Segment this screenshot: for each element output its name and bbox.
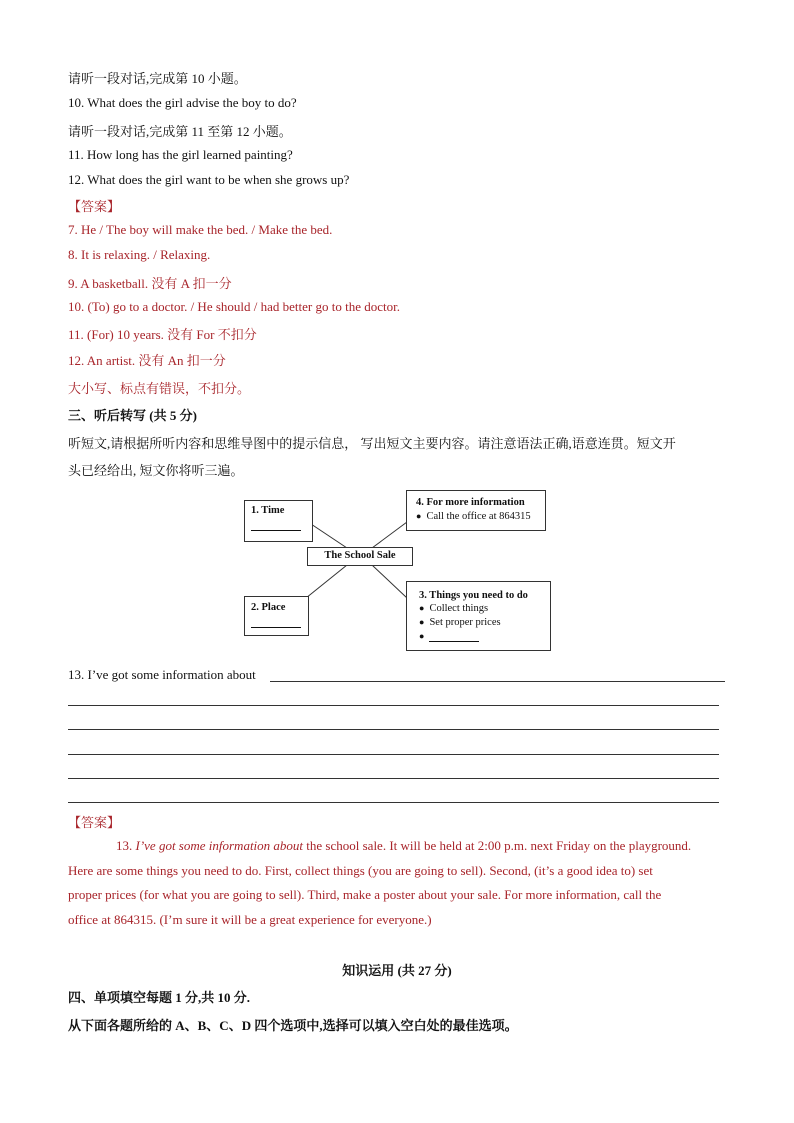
mindmap-box-place [244,596,309,636]
mindmap-box-things-to-do [406,581,551,651]
mindmap-things-text-1: Collect things [429,603,489,614]
answer-10: 10. (To) go to a doctor. / He should / had better go to the doctor. [68,299,400,314]
question-12: 12. What does the girl want to be when she grows up? [68,172,350,187]
answer-line[interactable] [68,754,719,755]
mindmap-center [307,547,413,566]
answer-line[interactable] [68,729,719,730]
answer-line[interactable] [68,705,719,706]
q13-model-answer [68,834,728,932]
answer-line[interactable] [68,802,719,803]
section4-title: 四、单项填空每题 1 分,共 10 分. [68,990,251,1005]
instruction-q11-12: 请听一段对话,完成第 11 至第 12 小题。 [68,124,292,139]
mindmap-things-item-2 [419,617,501,628]
mindmap-things-item-3 [419,631,479,642]
question-10: 10. What does the girl advise the boy to do? [68,95,297,110]
q13-answer-line-1 [68,834,728,859]
mindmap-place-blank [251,614,301,628]
mindmap-box-time [244,500,313,542]
part-title: 知识运用 (共 27 分) [342,963,452,978]
q13-answer-rest: the school sale. It will be held at 2:00 p.m. next Friday on the playground. [303,838,692,853]
q13-answer-first-line[interactable] [270,681,725,682]
q13-answer-number: 13. [116,838,136,853]
answer-tag-2: 【答案】 [68,815,121,830]
mindmap-place-label: 2. Place [251,602,286,613]
mindmap-time-label: 1. Time [251,505,285,516]
answer-7: 7. He / The boy will make the bed. / Make the bed. [68,222,333,237]
section3-instruction-2: 头已经给出, 短文你将听三遍。 [68,463,244,478]
mindmap-things-blank [429,633,479,642]
q13-answer-lead: I’ve got some information about [135,838,304,853]
answer-8: 8. It is relaxing. / Relaxing. [68,247,211,262]
answer-12: 12. An artist. 没有 An 扣一分 [68,353,226,368]
mindmap-more-info-title: 4. For more information [416,497,525,508]
mindmap-box-more-info [406,490,546,531]
q13-answer-line-3: proper prices (for what you are going to sell). Third, make a poster about your sale. For more information, call the [68,887,662,902]
answer-line[interactable] [68,778,719,779]
question-13-prompt: 13. I’ve got some information about [68,667,256,682]
q13-answer-line-4: office at 864315. (I’m sure it will be a great experience for everyone.) [68,911,432,927]
mindmap-center-label: The School Sale [324,550,396,561]
answer-tag: 【答案】 [68,199,121,214]
instruction-q10: 请听一段对话,完成第 10 小题。 [68,71,247,86]
section3-title: 三、听后转写 (共 5 分) [68,408,197,423]
mindmap-things-title: 3. Things you need to do [419,590,528,601]
mindmap-time-blank [251,517,301,531]
mindmap-things-item-1 [419,603,488,614]
mindmap-things-text-2: Set proper prices [429,617,501,628]
mindmap-more-info-text: Call the office at 864315 [426,511,531,522]
section3-instruction-1: 听短文,请根据所听内容和思维导图中的提示信息， 写出短文主要内容。请注意语法正确,语意连贯。短文开 [68,436,676,451]
section4-instruction: 从下面各题所给的 A、B、C、D 四个选项中,选择可以填入空白处的最佳选项。 [68,1018,518,1033]
question-11: 11. How long has the girl learned painting? [68,147,293,162]
answer-note: 大小写、标点有错误，不扣分。 [68,381,251,396]
mindmap-more-info-item [416,511,531,522]
answer-9: 9. A basketball. 没有 A 扣一分 [68,276,232,291]
answer-11: 11. (For) 10 years. 没有 For 不扣分 [68,327,257,342]
q13-answer-line-2: Here are some things you need to do. First, collect things (you are going to sell). Second, (it’s a good idea to) set [68,862,653,878]
